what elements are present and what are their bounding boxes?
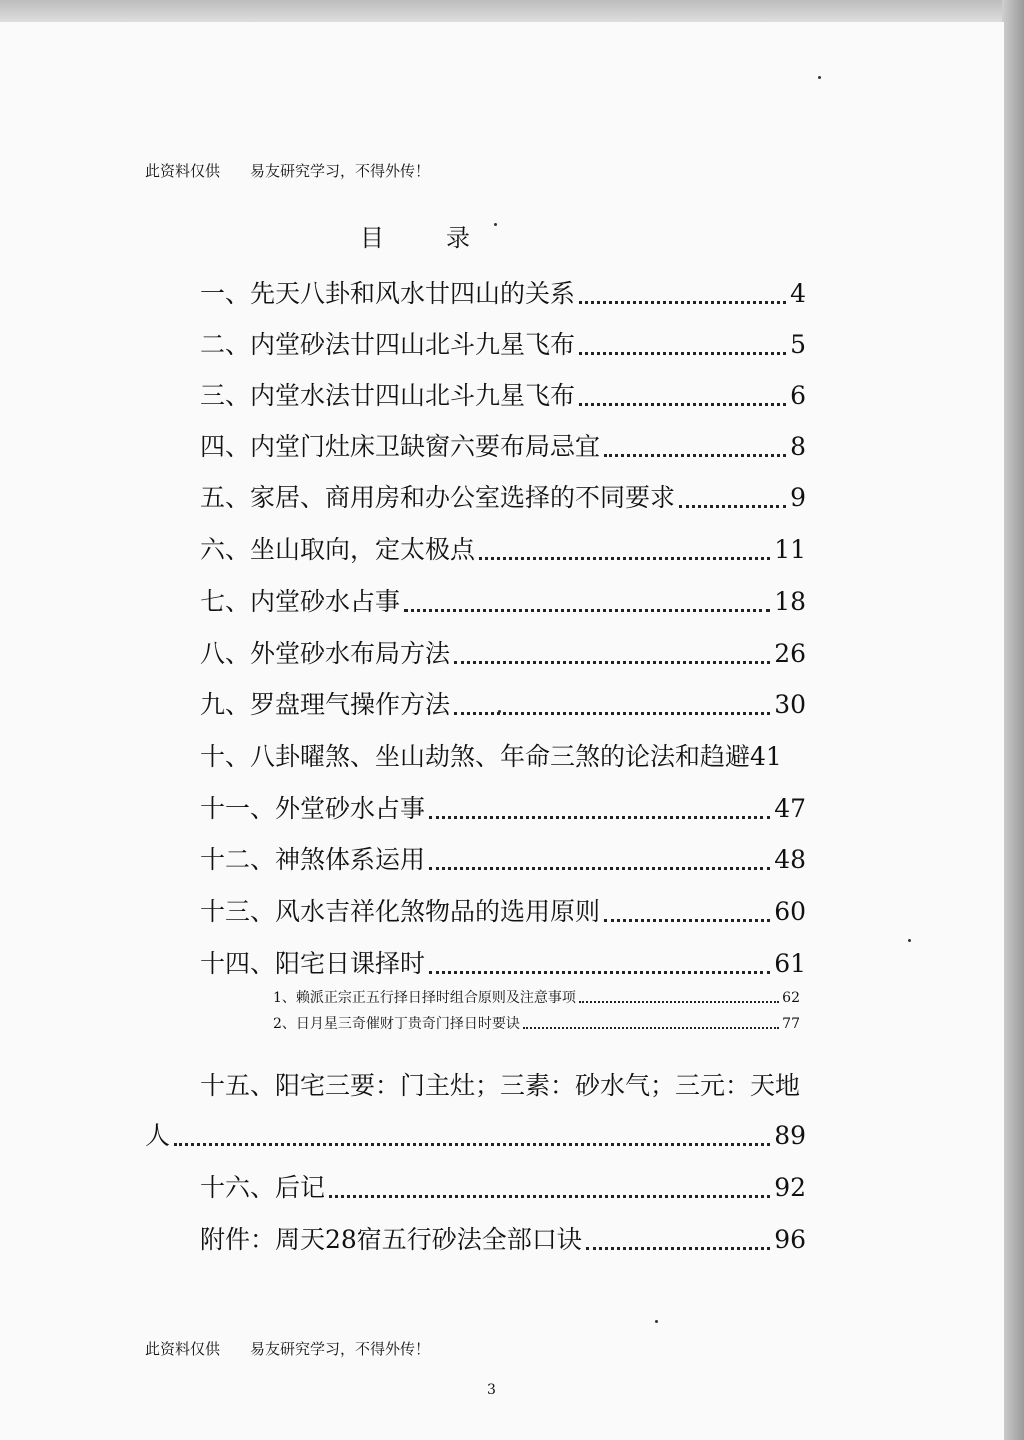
toc-entry[interactable]	[200, 274, 806, 314]
scan-speck	[494, 223, 497, 226]
toc-entry-text: 十、八卦曜煞、坐山劫煞、年命三煞的论法和趋避	[200, 742, 751, 771]
footer-note	[145, 1338, 430, 1359]
toc-entry-page: 4	[790, 279, 806, 308]
document-page	[0, 22, 1004, 1440]
toc-entry-page: 48	[774, 845, 806, 874]
scan-speck	[908, 939, 911, 942]
toc-sub-entry-page: 62	[782, 990, 800, 1006]
toc-entry[interactable]	[200, 789, 806, 829]
toc-entry[interactable]	[200, 840, 806, 880]
toc-sub-entry[interactable]	[273, 1013, 800, 1035]
footer-note-right: 易友研究学习，不得外传！	[250, 1340, 431, 1358]
toc-entry[interactable]	[200, 376, 806, 416]
toc-entry-text: 附件：周天28宿五行砂法全部口诀	[200, 1225, 582, 1254]
toc-entry-15-page: 89	[774, 1121, 806, 1150]
toc-entry-15-line2-text: 人	[145, 1121, 171, 1150]
toc-entry-page: 26	[774, 639, 806, 668]
toc-entry-text: 六、坐山取向，定太极点	[200, 535, 476, 564]
scan-speck	[498, 710, 501, 713]
toc-entry-page: 8	[790, 432, 806, 461]
toc-entry-text: 十二、神煞体系运用	[200, 845, 426, 874]
toc-entry-text: 二、内堂砂法廿四山北斗九星飞布	[200, 330, 576, 359]
toc-entry[interactable]	[200, 478, 806, 518]
toc-entry-page: 6	[790, 381, 806, 410]
toc-entry[interactable]	[200, 737, 840, 777]
toc-entry-15-line1[interactable]: 十五、阳宅三要：门主灶；三素：砂水气；三元：天地	[200, 1071, 801, 1100]
header-note-right: 易友研究学习，不得外传！	[250, 162, 431, 180]
toc-entry-text: 三、内堂水法廿四山北斗九星飞布	[200, 381, 576, 410]
toc-entry-page: 9	[790, 483, 806, 512]
toc-entry[interactable]	[200, 892, 806, 932]
toc-entry-text: 五、家居、商用房和办公室选择的不同要求	[200, 483, 676, 512]
toc-entry-page: 61	[774, 949, 806, 978]
toc-title-part2: 录	[446, 224, 470, 252]
toc-entry-text: 八、外堂砂水布局方法	[200, 639, 451, 668]
toc-entry-text: 九、罗盘理气操作方法	[200, 690, 451, 719]
toc-entry-15-line2[interactable]	[145, 1116, 806, 1156]
toc-entry-text: 十六、后记	[200, 1173, 326, 1202]
toc-sub-entry-page: 77	[782, 1016, 800, 1032]
table-of-contents	[0, 22, 1004, 1322]
scan-speck	[655, 1320, 658, 1323]
toc-entry-page: 5	[790, 330, 806, 359]
toc-entry-page: 30	[774, 690, 806, 719]
scan-edge-right	[1002, 0, 1024, 1440]
toc-entry-text: 十一、外堂砂水占事	[200, 794, 426, 823]
toc-entry[interactable]	[200, 530, 806, 570]
toc-entry[interactable]	[200, 325, 806, 365]
page-number: 3	[487, 1382, 496, 1398]
toc-entry-page: 96	[774, 1225, 806, 1254]
toc-sub-entry-text: 2、日月星三奇催财丁贵奇门择日时要诀	[273, 1016, 520, 1032]
toc-entry[interactable]	[200, 582, 806, 622]
toc-entry[interactable]	[200, 1168, 806, 1208]
toc-entry[interactable]	[200, 685, 806, 725]
toc-entry-text: 十三、风水吉祥化煞物品的选用原则	[200, 897, 601, 926]
toc-entry-page: 47	[774, 794, 806, 823]
toc-entry-page: 41	[750, 742, 782, 771]
footer-note-left: 此资料仅供	[145, 1340, 221, 1358]
scan-speck	[818, 76, 821, 79]
toc-appendix-entry[interactable]	[200, 1220, 806, 1260]
toc-entry-text: 四、内堂门灶床卫缺窗六要布局忌宜	[200, 432, 601, 461]
header-note-left: 此资料仅供	[145, 162, 221, 180]
toc-sub-entry[interactable]	[273, 987, 800, 1009]
toc-entry-page: 92	[774, 1173, 806, 1202]
toc-entry-text: 十四、阳宅日课择时	[200, 949, 426, 978]
toc-title-part1: 目	[360, 224, 384, 252]
toc-entry-text: 七、内堂砂水占事	[200, 587, 401, 616]
toc-entry-page: 11	[774, 535, 806, 564]
toc-entry-page: 18	[774, 587, 806, 616]
toc-entry[interactable]	[200, 944, 806, 984]
toc-entry-page: 60	[774, 897, 806, 926]
toc-entry-text: 一、先天八卦和风水廿四山的关系	[200, 279, 576, 308]
toc-sub-entry-text: 1、赖派正宗正五行择日择时组合原则及注意事项	[273, 990, 576, 1006]
toc-entry[interactable]	[200, 427, 806, 467]
toc-entry[interactable]	[200, 634, 806, 674]
